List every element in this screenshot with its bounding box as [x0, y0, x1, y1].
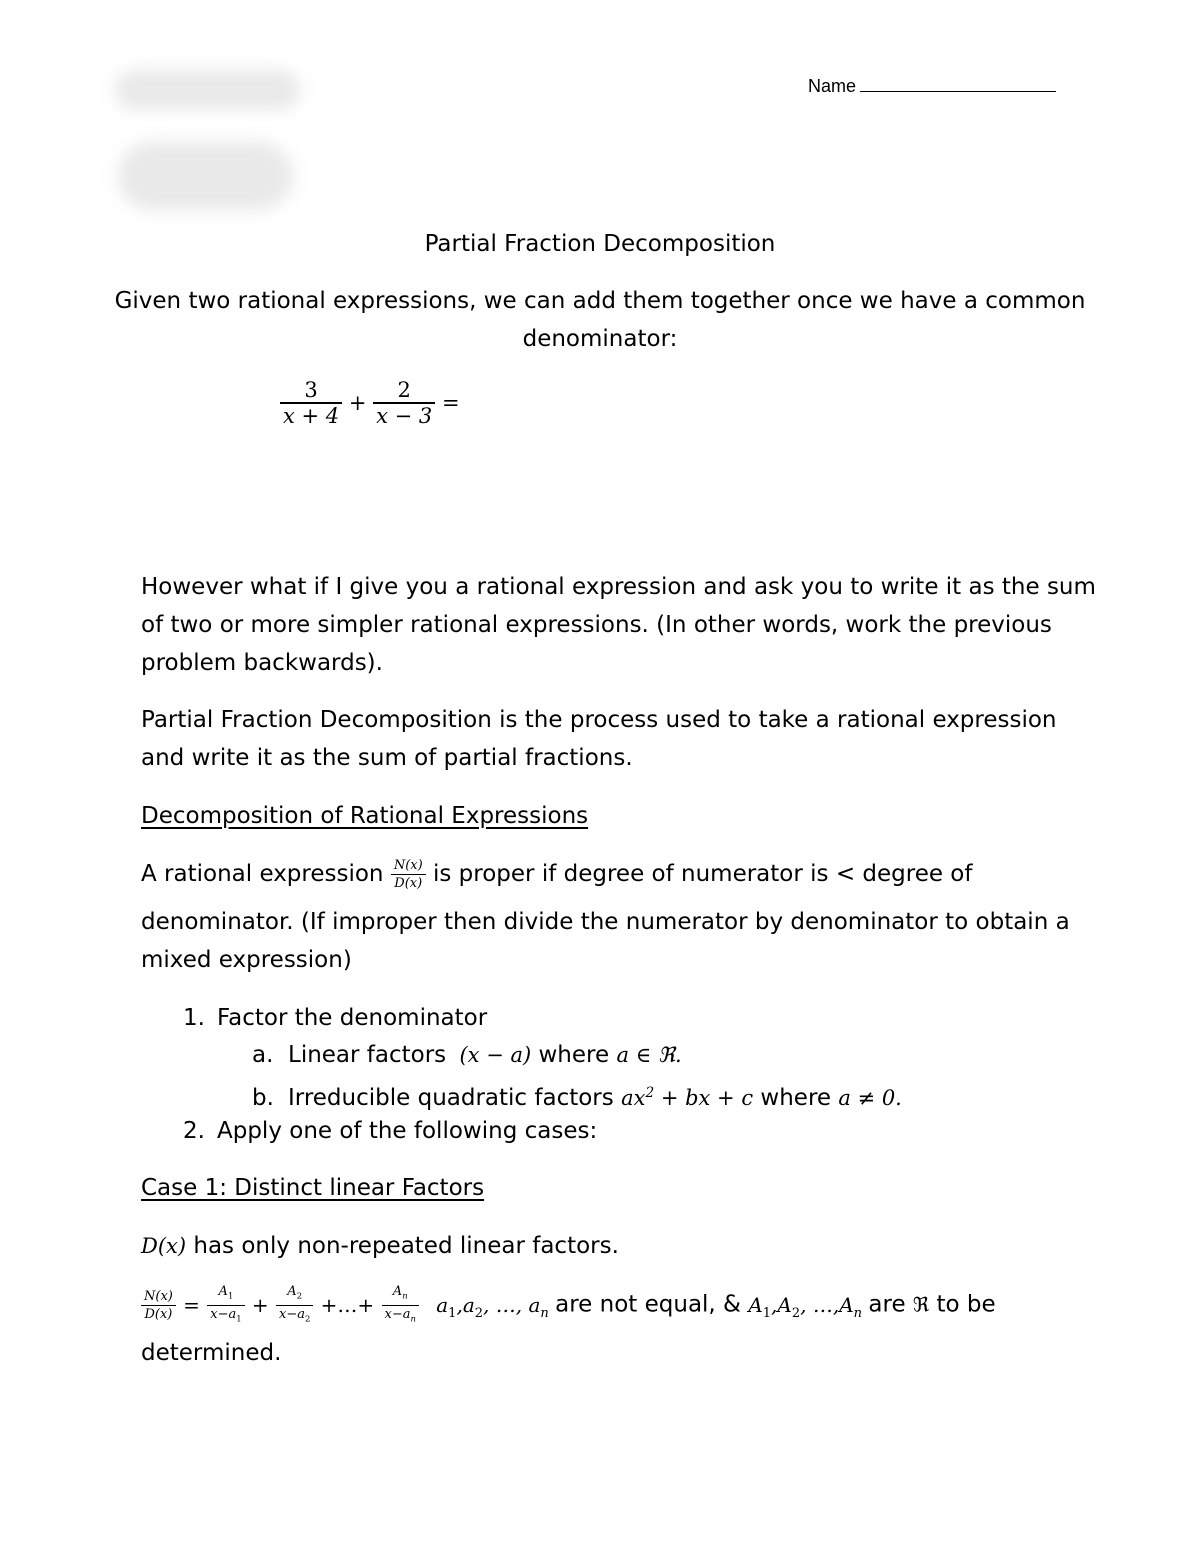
proper-definition-line-1: A rational expression $\frac{N(x)}{D(x)}$ is proper if degree of numerator is < degree of [141, 858, 973, 891]
lhs-fraction: $\frac{N(x)}{D(x)}$ [141, 1288, 176, 1323]
para1-line-3: problem backwards). [141, 650, 383, 676]
term-n-fraction: $\frac{A_n}{x-a_n}$ [382, 1283, 419, 1327]
intro-line-2: denominator: [522, 326, 678, 352]
proper-definition-line-2: denominator. (If improper then divide the numerator by denominator to obtain a [141, 909, 1070, 935]
step-2: 2. Apply one of the following cases: [183, 1118, 598, 1144]
example-equation [280, 378, 460, 428]
roots-list: $a_1,a_2$, …, $a_n$ [436, 1292, 549, 1321]
proper-definition-line-3: mixed expression) [141, 947, 352, 973]
substep-a: a. Linear factors (x − a) where a ∈ ℜ. [252, 1042, 682, 1068]
case-1-formula-line-2: determined. [141, 1340, 282, 1366]
para2-line-2: and write it as the sum of partial fractions. [141, 745, 633, 771]
term-2-fraction: $\frac{A_2}{x-a_2}$ [276, 1283, 313, 1327]
para1-line-2: of two or more simpler rational expressions. (In other words, work the previous [141, 612, 1052, 638]
section-heading-decomposition: Decomposition of Rational Expressions [141, 803, 589, 829]
substep-b: b. Irreducible quadratic factors $ax^2$ + bx + c where a ≠ 0. [252, 1085, 902, 1111]
name-label: Name [808, 76, 857, 96]
fraction-n-over-d: $\frac{N(x)}{D(x)}$ [391, 857, 426, 892]
redacted-class-block [118, 142, 293, 210]
case-1-formula: $\frac{N(x)}{D(x)}$ = $\frac{A_1}{x-a_1}$ + $\frac{A_2}{x-a_2}$ +…+ $\frac{A_n}{x-a_n}$ $a_1,a_2$, …, $a_n$ are not equal, & $A_1,A_2$, $\dots,A_n$ are ℜ to be [141, 1283, 996, 1333]
plus-sign: + [348, 391, 367, 415]
coefficients-list: $A_1,A_2$, $\dots,A_n$ [748, 1292, 863, 1321]
fraction-3-over-x-plus-4: $\frac{3}{x + 4}$ [280, 378, 342, 428]
para2-line-1: Partial Fraction Decomposition is the process used to take a rational expression [141, 707, 1057, 733]
term-1-fraction: $\frac{A_1}{x-a_1}$ [207, 1283, 244, 1327]
redacted-name-block [115, 70, 300, 110]
para1-line-1: However what if I give you a rational expression and ask you to write it as the sum [141, 574, 1096, 600]
name-blank-line[interactable] [860, 73, 1056, 92]
name-field[interactable] [808, 73, 1056, 97]
step-1: 1. Factor the denominator [183, 1005, 488, 1031]
fraction-2-over-x-minus-3: $\frac{2}{x - 3}$ [373, 378, 435, 428]
intro-line-1: Given two rational expressions, we can add them together once we have a common [114, 288, 1086, 314]
page-title: Partial Fraction Decomposition [424, 231, 776, 257]
equals-sign: = [441, 391, 460, 415]
case-1-heading: Case 1: Distinct linear Factors [141, 1175, 485, 1201]
case-1-description: D(x) has only non-repeated linear factors. [141, 1233, 619, 1259]
